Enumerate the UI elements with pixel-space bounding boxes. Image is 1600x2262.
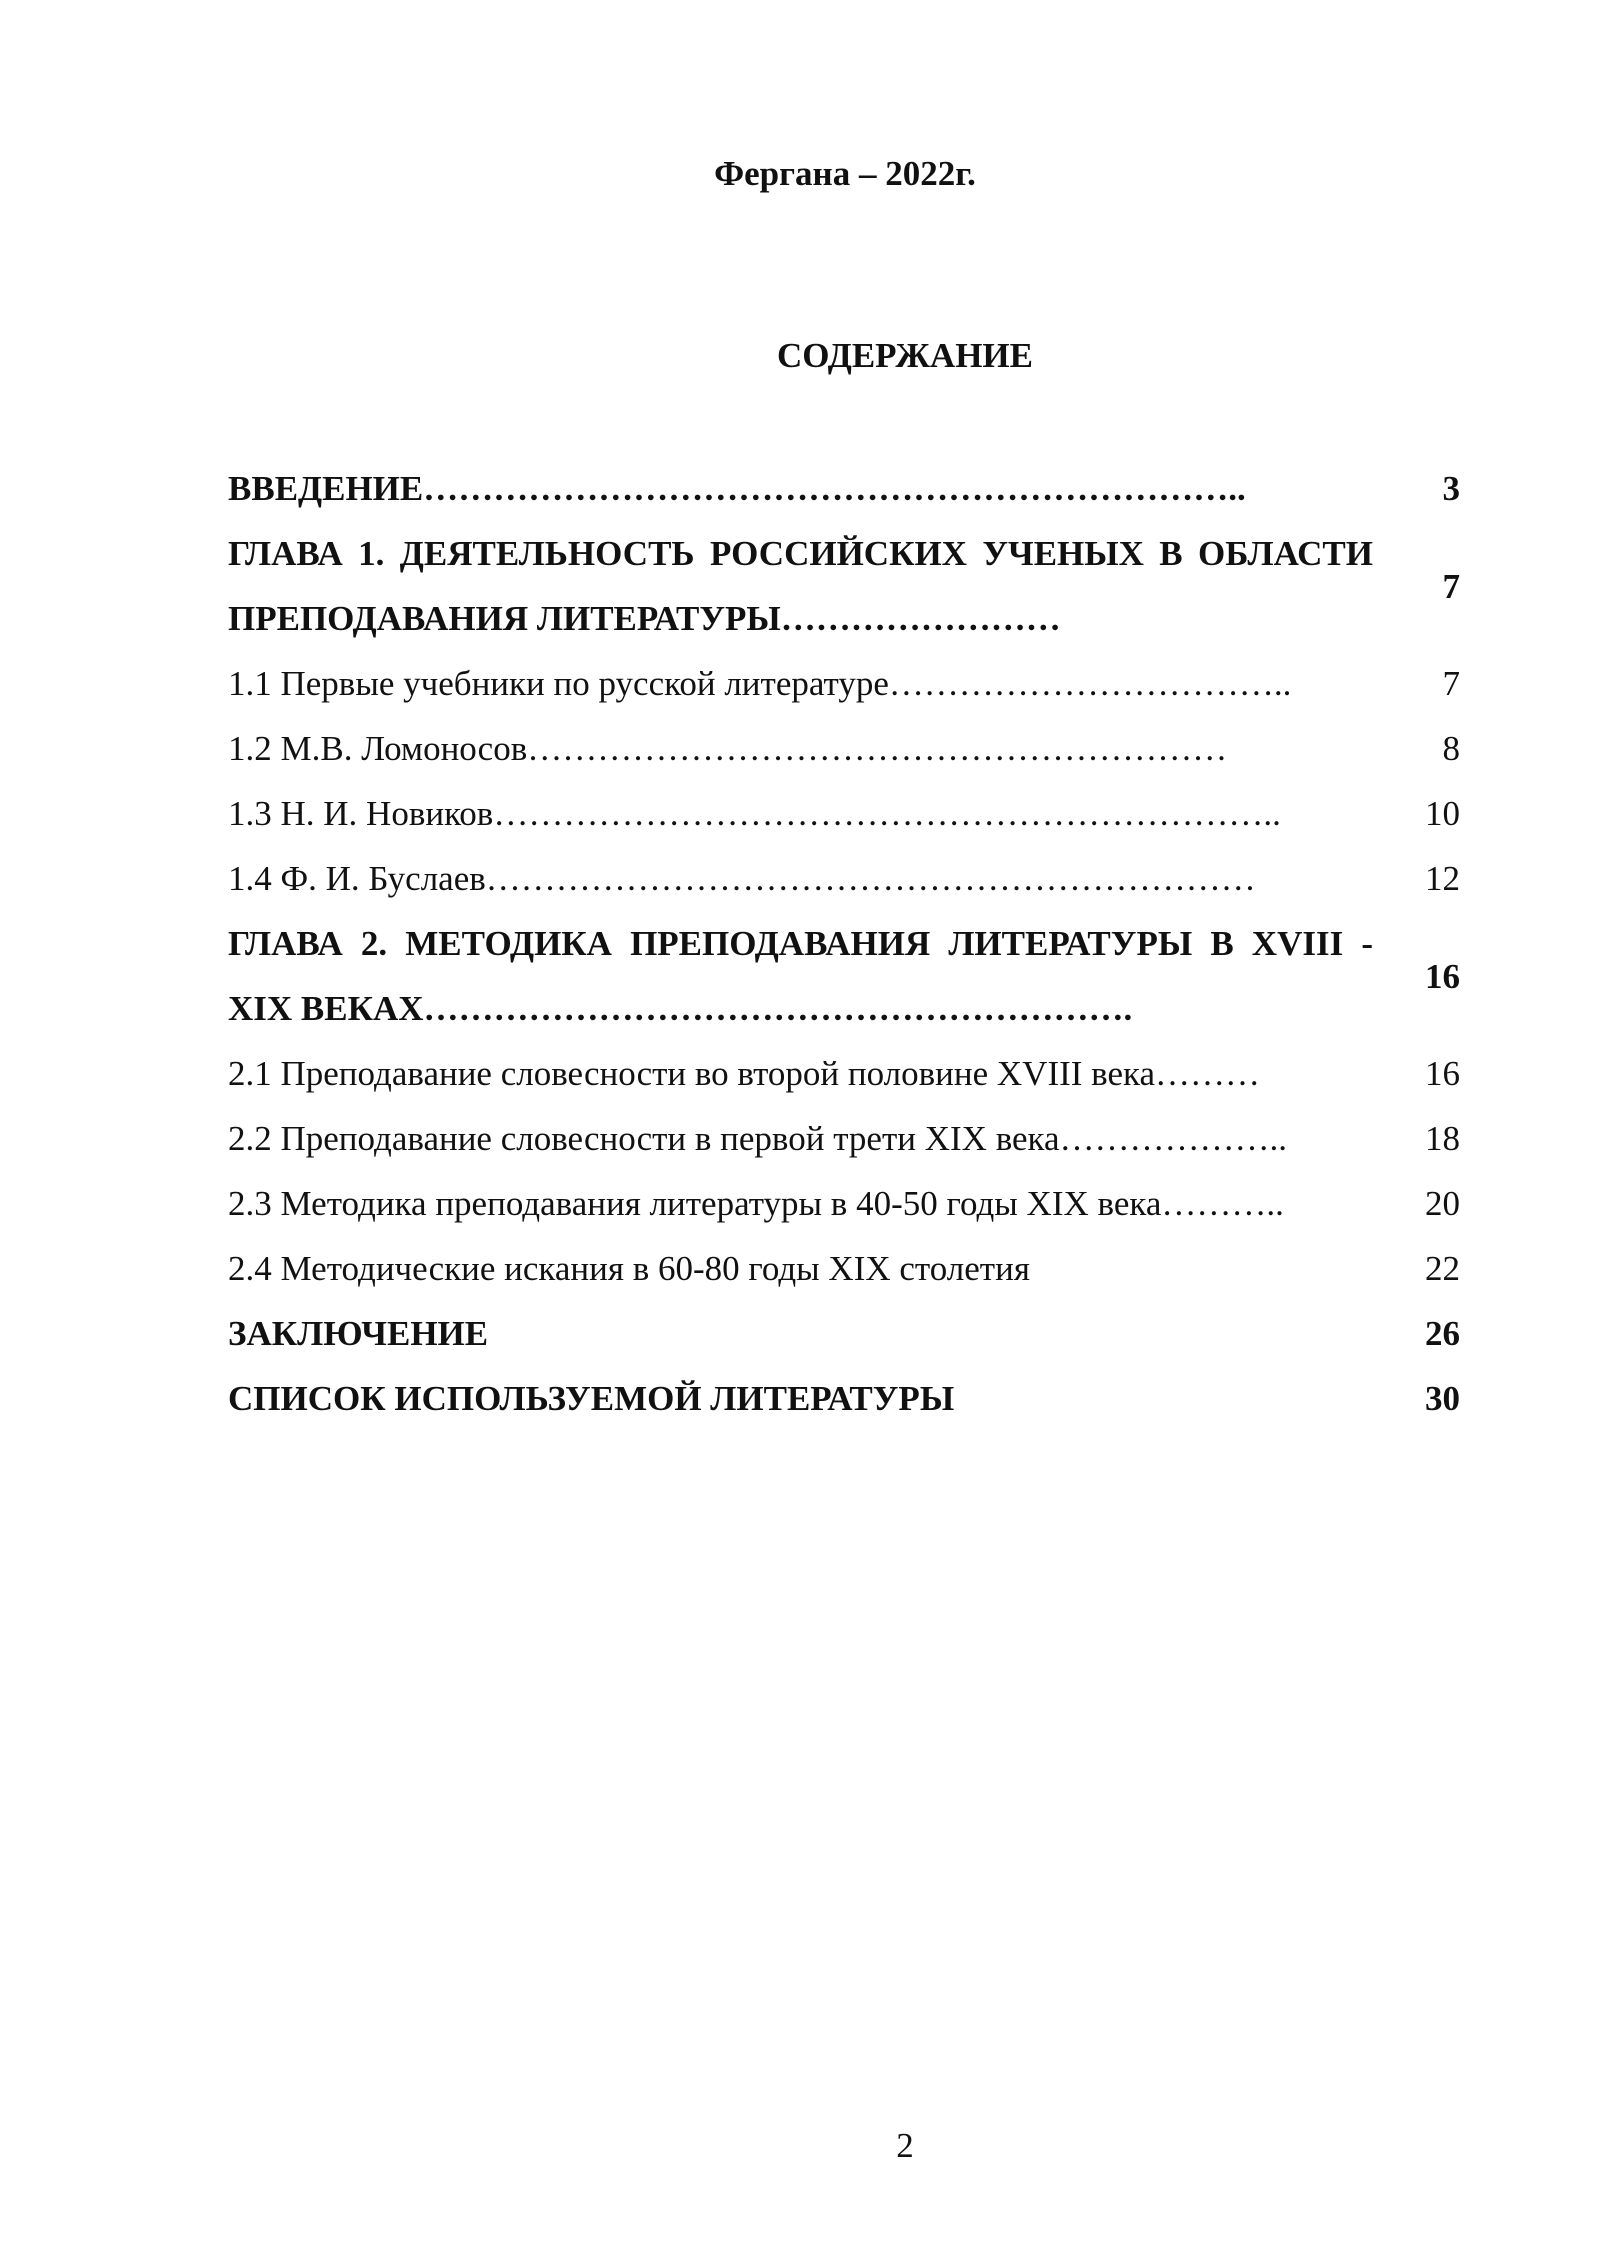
toc-entry-page: 18 bbox=[1425, 1119, 1460, 1158]
toc-entry-page: 7 bbox=[1442, 566, 1460, 606]
toc-entry-2-2[interactable] bbox=[228, 1106, 1468, 1171]
toc-entry-text: ЗАКЛЮЧЕНИЕ bbox=[228, 1314, 489, 1353]
toc-entry-introduction[interactable] bbox=[228, 456, 1468, 521]
toc-entry-chapter-1[interactable] bbox=[228, 521, 1468, 651]
page-number: 2 bbox=[896, 2126, 914, 2165]
toc-entry-page: 10 bbox=[1425, 794, 1460, 833]
toc-entry-page: 26 bbox=[1425, 1314, 1460, 1353]
toc-title: СОДЕРЖАНИЕ bbox=[776, 336, 1033, 375]
toc-entry-1-2[interactable] bbox=[228, 716, 1468, 781]
toc-entry-1-4[interactable] bbox=[228, 846, 1468, 911]
toc-entry-1-1[interactable] bbox=[228, 651, 1468, 716]
toc-entry-page: 20 bbox=[1425, 1184, 1460, 1223]
toc-entry-page: 30 bbox=[1425, 1379, 1460, 1418]
toc-entry-text: 2.1 Преподавание словесности во второй половине XVIII века……… bbox=[228, 1054, 1261, 1093]
toc-entry-chapter-2[interactable] bbox=[228, 911, 1468, 1041]
toc-entry-conclusion[interactable] bbox=[228, 1301, 1468, 1366]
toc-entry-text: СПИСОК ИСПОЛЬЗУЕМОЙ ЛИТЕРАТУРЫ bbox=[228, 1379, 955, 1418]
toc-entry-2-3[interactable] bbox=[228, 1171, 1468, 1236]
toc-entry-page: 16 bbox=[1425, 1054, 1460, 1093]
toc-entry-text: 1.3 Н. И. Новиков………………………………………………………….. bbox=[228, 794, 1281, 833]
toc-entry-text: ГЛАВА 1. ДЕЯТЕЛЬНОСТЬ РОССИЙСКИХ УЧЕНЫХ В ОБЛАСТИ ПРЕПОДАВАНИЯ ЛИТЕРАТУРЫ…………………… bbox=[228, 534, 1373, 638]
toc-entry-text: ГЛАВА 2. МЕТОДИКА ПРЕПОДАВАНИЯ ЛИТЕРАТУРЫ В XVIII - XIX ВЕКАХ……………………………………………………. bbox=[228, 924, 1373, 1028]
toc-entry-text: 2.2 Преподавание словесности в первой трети XIX века……………….. bbox=[228, 1119, 1288, 1158]
toc-entry-text: ВВЕДЕНИЕ…………………………………………………………….. bbox=[228, 469, 1246, 508]
toc-entry-1-3[interactable] bbox=[228, 781, 1468, 846]
toc-entry-page: 12 bbox=[1425, 859, 1460, 898]
toc-entry-text: 1.2 М.В. Ломоносов…………………………………………………… bbox=[228, 729, 1228, 768]
toc-entry-text: 2.4 Методические искания в 60-80 годы XIX столетия bbox=[228, 1249, 1030, 1288]
toc-entry-page: 8 bbox=[1442, 729, 1460, 768]
toc-entry-text: 2.3 Методика преподавания литературы в 40-50 годы XIX века……….. bbox=[228, 1184, 1284, 1223]
toc-entry-page: 16 bbox=[1425, 956, 1460, 996]
toc-entry-page: 7 bbox=[1442, 664, 1460, 703]
toc-entry-text: 1.1 Первые учебники по русской литературе…………………………….. bbox=[228, 664, 1292, 703]
toc-entry-page: 3 bbox=[1442, 469, 1460, 508]
toc-entry-2-4[interactable] bbox=[228, 1236, 1468, 1301]
city-year-line: Фергана – 2022г. bbox=[714, 154, 976, 193]
toc-entry-bibliography[interactable] bbox=[228, 1366, 1468, 1431]
toc-entry-text: 1.4 Ф. И. Буслаев………………………………………………………… bbox=[228, 859, 1256, 898]
toc-entry-2-1[interactable] bbox=[228, 1041, 1468, 1106]
toc-entry-page: 22 bbox=[1425, 1249, 1460, 1288]
table-of-contents bbox=[228, 456, 1468, 1431]
